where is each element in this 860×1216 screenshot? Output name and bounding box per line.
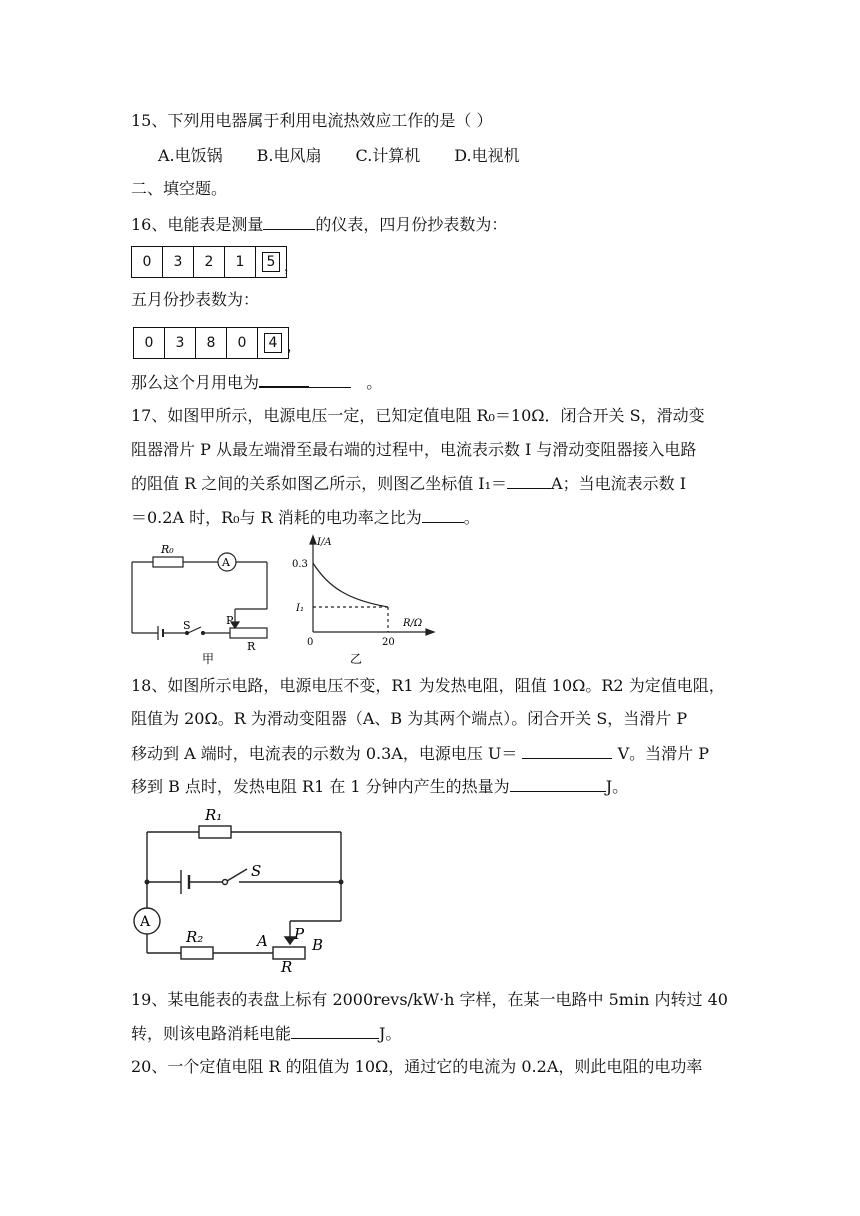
x-axis-label: R/Ω — [403, 618, 423, 629]
q17-line-3a: 的阻值 R 之间的关系如图乙所示，则图乙坐标值 I₁＝ — [131, 474, 508, 493]
q15-option-a: A.电饭锅 — [158, 146, 223, 165]
q15-option-d: D.电视机 — [454, 146, 520, 165]
q19-line-1: 19、某电能表的表盘上标有 2000revs/kW·h 字样，在某一电路中 5min 内转过 40 — [131, 990, 728, 1009]
meter-digit-decimal: 5 — [256, 247, 286, 277]
q17-blank-1 — [507, 472, 551, 489]
label-s: S — [251, 862, 262, 880]
comma: ， — [287, 339, 301, 355]
q19-line-2b: J。 — [379, 1024, 402, 1043]
i1-label: I₁ — [296, 603, 304, 614]
q16-result — [131, 370, 382, 394]
q16-blank-2b — [309, 371, 351, 388]
label-r1: R₁ — [205, 806, 223, 824]
graph-yi — [288, 532, 438, 670]
ammeter-label: A — [140, 914, 151, 930]
q17-line-1: 17、如图甲所示，电源电压一定，已知定值电阻 R₀＝10Ω．闭合开关 S，滑动变 — [131, 406, 705, 425]
q17-line-4 — [131, 506, 480, 529]
ammeter-label: A — [222, 556, 230, 569]
q17-line-3b: A；当电流表示数 I — [551, 474, 687, 493]
label-r: R — [247, 640, 256, 653]
q19-blank — [291, 1022, 379, 1039]
q16-result-a: 那么这个月用电为 — [131, 373, 260, 392]
q17-line-4a: ＝0.2A 时，R₀与 R 消耗的电功率之比为 — [131, 508, 422, 527]
q15-option-b: B.电风扇 — [256, 146, 322, 165]
meter-digit: 0 — [227, 328, 258, 358]
q18-line-3 — [131, 742, 709, 765]
label-p: P — [294, 925, 305, 943]
circuit-diagram-q18 — [125, 800, 365, 980]
x-tick-20: 20 — [382, 637, 395, 648]
meter-digit: 8 — [196, 328, 227, 358]
meter-reading-april — [131, 246, 287, 278]
label-r2: R₂ — [186, 928, 204, 946]
current-curve — [313, 563, 388, 607]
q16-stem-a: 16、电能表是测量 — [131, 215, 264, 234]
meter-reading-may — [133, 327, 289, 359]
meter-digit: 0 — [134, 328, 165, 358]
q16-stem — [131, 213, 507, 236]
q18-line-2: 阻值为 20Ω。R 为滑动变阻器（A、B 为其两个端点）。闭合开关 S，当滑片 P — [131, 709, 688, 728]
section-heading: 二、填空题。 — [131, 179, 228, 198]
q17-blank-2 — [422, 506, 464, 523]
q18-line-1: 18、如图所示电路，电源电压不变，R1 为发热电阻，阻值 10Ω。R2 为定值电阻， — [131, 676, 725, 695]
y-axis-label: I/A — [317, 537, 332, 548]
q16-stem-b: 的仪表，四月份抄表数为： — [315, 215, 508, 234]
meter-digit-decimal: 4 — [258, 328, 288, 358]
q18-line-3a: 移动到 A 端时，电流表的示数为 0.3A，电源电压 U＝ — [131, 744, 518, 763]
origin-label: 0 — [307, 637, 314, 648]
q15-stem: 15、下列用电器属于利用电流热效应工作的是（ ） — [131, 111, 493, 130]
circuit-diagram-jia — [125, 540, 285, 670]
q15-option-c: C.计算机 — [355, 146, 421, 165]
switch-icon — [227, 869, 247, 881]
resistor-r2 — [181, 947, 213, 959]
meter-digit: 3 — [163, 247, 194, 277]
label-a: A — [257, 932, 268, 950]
q18-line-3b: V。当滑片 P — [617, 744, 709, 763]
q16-blank-1 — [263, 213, 315, 230]
q18-blank-1 — [522, 742, 612, 759]
q18-line-4b: J。 — [605, 777, 629, 796]
meter-digit: 3 — [165, 328, 196, 358]
q16-may-label: 五月份抄表数为： — [131, 290, 260, 309]
q19-line-2 — [131, 1022, 401, 1045]
meter-digit: 0 — [132, 247, 163, 277]
rheostat-icon — [230, 628, 267, 638]
q16-result-b: 。 — [366, 373, 383, 392]
q15-options — [158, 145, 554, 167]
label-r: R — [281, 958, 293, 976]
meter-digit: 1 — [225, 247, 256, 277]
meter-digit: 2 — [194, 247, 225, 277]
q19-line-2a: 转，则该电路消耗电能 — [131, 1024, 292, 1043]
caption-yi: 乙 — [350, 652, 363, 666]
caption-jia: 甲 — [202, 652, 215, 666]
q17-line-3 — [131, 472, 686, 495]
q17-line-2: 阻器滑片 P 从最左端滑至最右端的过程中，电流表示数 I 与滑动变阻器接入电路 — [131, 440, 697, 459]
q18-line-4 — [131, 775, 628, 798]
label-s: S — [183, 619, 191, 632]
q20-line-1: 20、一个定值电阻 R 的阻值为 10Ω，通过它的电流为 0.2A，则此电阻的电功率 — [131, 1057, 703, 1076]
label-r0: R₀ — [161, 543, 174, 556]
resistor-r0 — [153, 557, 183, 567]
label-b: B — [312, 936, 324, 954]
q17-line-4b: 。 — [463, 508, 480, 527]
q18-line-4a: 移到 B 点时，发热电阻 R1 在 1 分钟内产生的热量为 — [131, 777, 510, 796]
y-tick-0.3: 0.3 — [292, 559, 308, 570]
resistor-r1 — [199, 826, 231, 838]
comma: ， — [284, 259, 298, 275]
q18-blank-2 — [510, 775, 606, 792]
label-p: P — [226, 614, 234, 627]
q16-blank-2a — [259, 370, 309, 388]
